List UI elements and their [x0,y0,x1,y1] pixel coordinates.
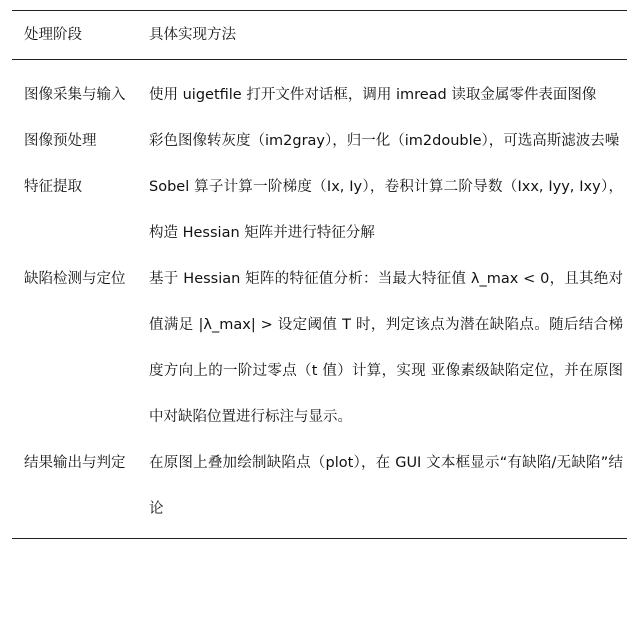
table-header [12,11,627,60]
stage-cell: 图像预处理 [24,133,97,149]
method-cell: Sobel 算子计算一阶梯度（Ix, Iy），卷积计算二阶导数（Ixx, Iyy, Ixy），构造 Hessian 矩阵并进行特征分解 [149,179,623,241]
table-row [12,440,627,532]
method-table [12,10,627,539]
header-method: 具体实现方法 [149,27,236,43]
table-row [12,256,627,440]
stage-cell: 特征提取 [24,179,82,195]
method-cell: 在原图上叠加绘制缺陷点（plot），在 GUI 文本框显示“有缺陷/无缺陷”结论 [149,455,623,517]
header-stage: 处理阶段 [24,27,82,43]
method-cell: 基于 Hessian 矩阵的特征值分析：当最大特征值 λ_max < 0，且其绝对值满足 |λ_max| > 设定阈值 T 时，判定该点为潜在缺陷点。随后结合梯度方向上的一阶过零点（t 值）计算，实现 亚像素级缺陷定位，并在原图中对缺陷位置进行标注与显示。 [149,271,623,425]
stage-cell: 结果输出与判定 [24,455,126,471]
table-row [12,72,627,118]
table-row [12,164,627,256]
method-cell: 使用 uigetfile 打开文件对话框，调用 imread 读取金属零件表面图像 [149,87,597,103]
stage-cell: 缺陷检测与定位 [24,271,126,287]
table-row [12,118,627,164]
stage-cell: 图像采集与输入 [24,87,126,103]
method-cell: 彩色图像转灰度（im2gray），归一化（im2double），可选高斯滤波去噪 [149,133,620,149]
table-body [12,60,627,538]
